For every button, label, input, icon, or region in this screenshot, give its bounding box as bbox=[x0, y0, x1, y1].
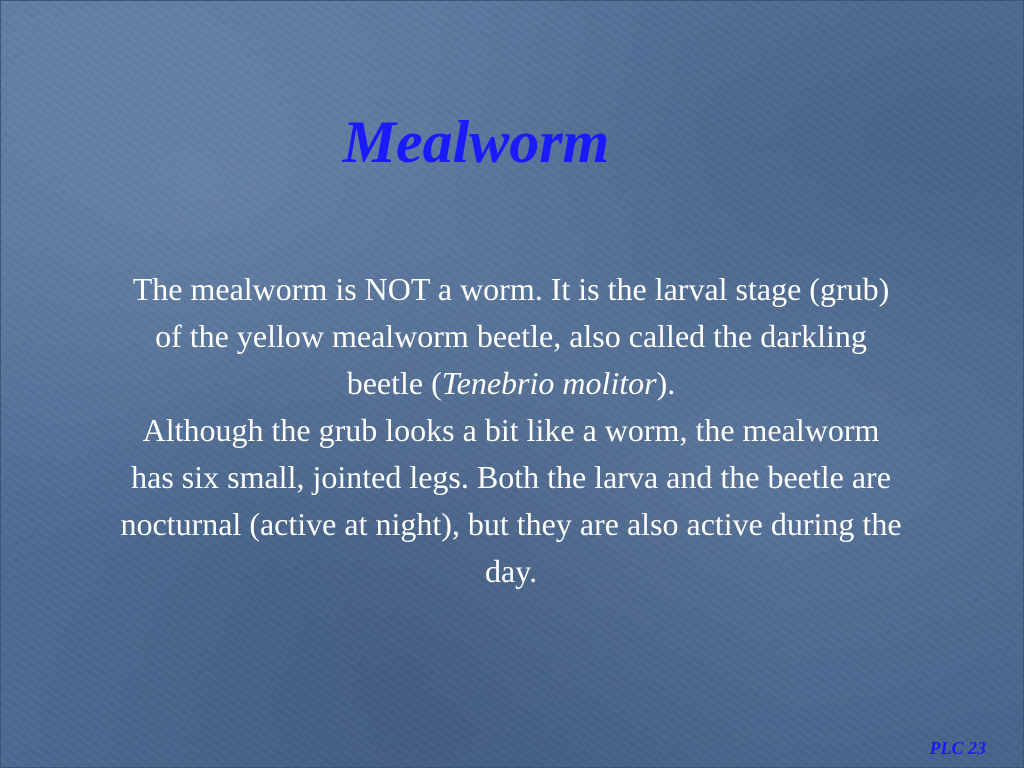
slide-number-footer: PLC 23 bbox=[929, 738, 986, 758]
paragraph-intro-tail: ). bbox=[656, 365, 676, 401]
slide-title: Mealworm bbox=[342, 109, 610, 175]
paragraph-intro-lead: The mealworm is NOT a worm. It is the larval stage (grub) of the yellow mealworm beetle, also called the darkling beetle ( bbox=[132, 271, 890, 401]
slide-body bbox=[120, 266, 902, 595]
paragraph-legs: Although the grub looks a bit like a worm, the mealworm has six small, jointed legs. Both the larva and the beetle are nocturnal (active at night), but they are also active during the day. bbox=[120, 412, 902, 589]
paragraph-intro bbox=[120, 266, 902, 407]
scientific-name: Tenebrio molitor bbox=[441, 365, 657, 401]
